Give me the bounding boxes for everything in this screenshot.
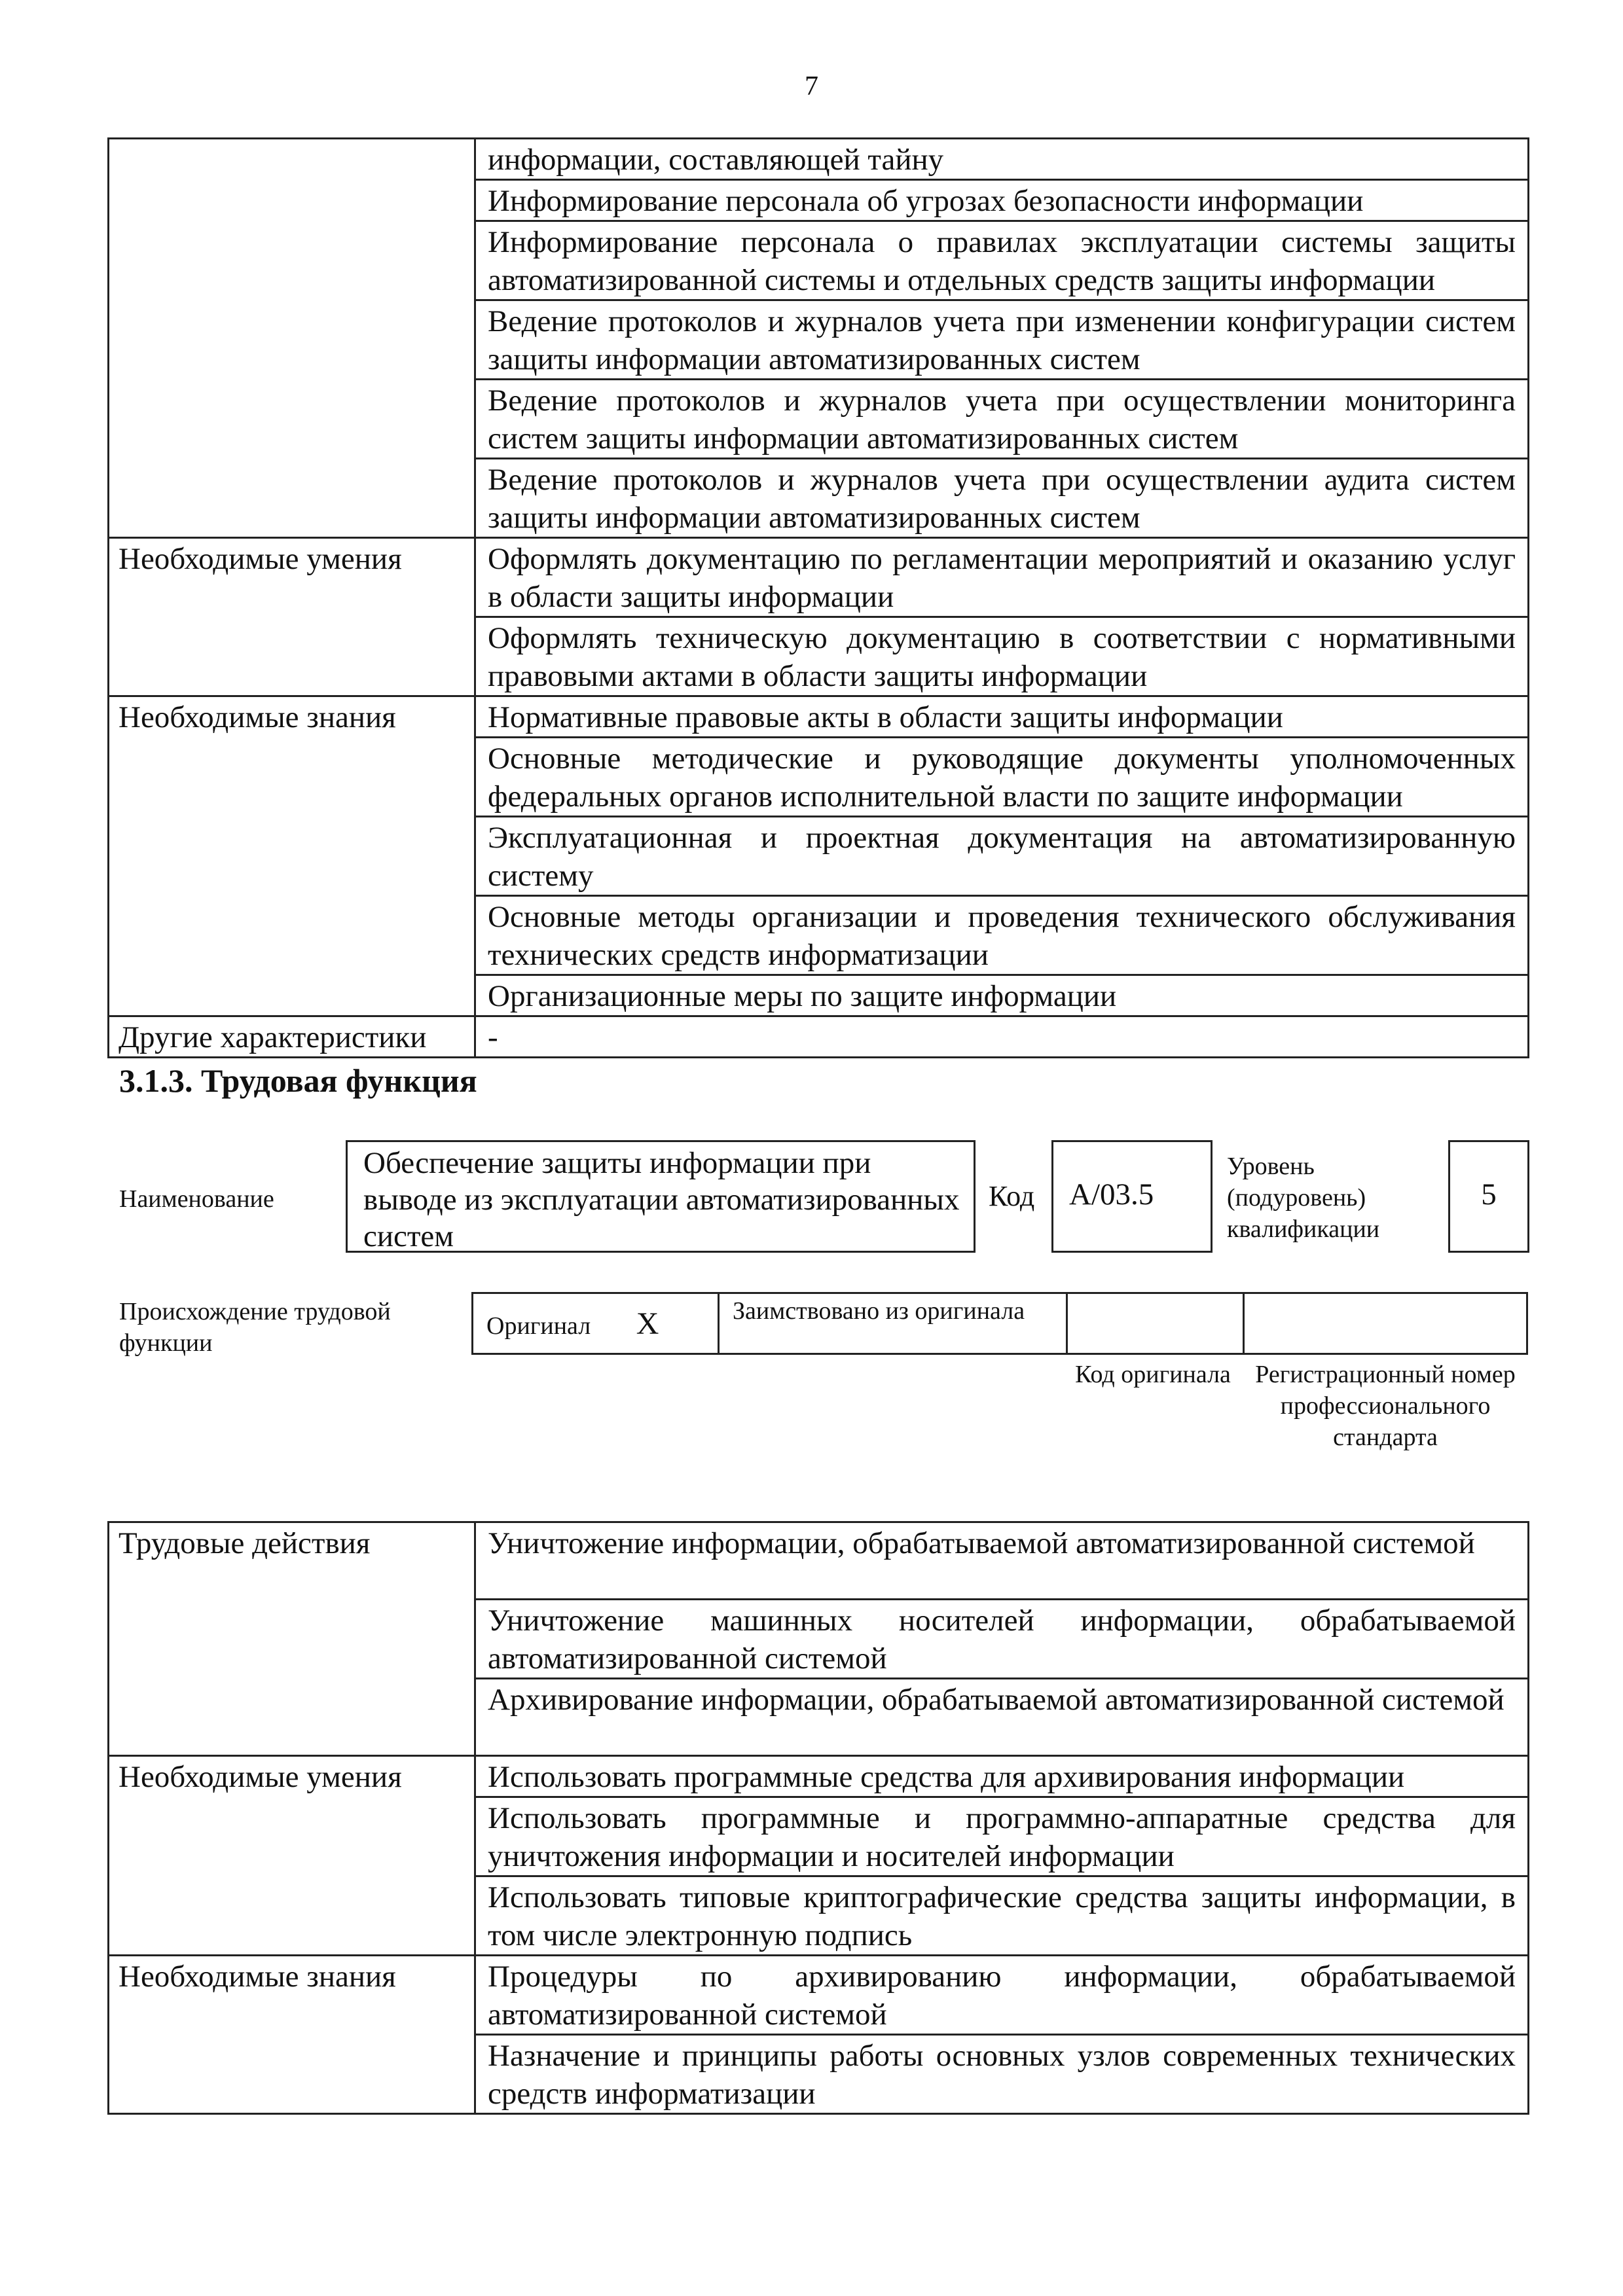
table-row — [109, 1016, 1529, 1058]
table-cell: Уничтожение информации, обрабатываемой автоматизированной системой — [475, 1522, 1529, 1600]
table-row — [109, 1756, 1529, 1797]
origin-original: Оригинал — [486, 1312, 591, 1340]
table-cell: Информирование персонала о правилах эксплуатации системы защиты автоматизированной системы и отдельных средств защиты информации — [475, 221, 1529, 300]
name-value: Обеспечение защиты информации при выводе из эксплуатации автоматизированных систем — [363, 1146, 960, 1253]
table-cell: Основные методические и руководящие документы уполномоченных федеральных органов исполнительной власти по защите информации — [475, 738, 1529, 817]
actions-label: Трудовые действия — [109, 1522, 475, 1756]
table-row — [109, 538, 1529, 617]
code-value: A/03.5 — [1069, 1177, 1154, 1211]
origin-mark: X — [636, 1306, 659, 1341]
level-label: Уровень (подуровень) квалификации — [1227, 1153, 1380, 1243]
skills-label: Необходимые умения — [109, 1756, 475, 1956]
table-cell: Назначение и принципы работы основных узлов современных технических средств информатизации — [475, 2035, 1529, 2114]
table-cell: Ведение протоколов и журналов учета при осуществлении мониторинга систем защиты информации автоматизированных систем — [475, 380, 1529, 459]
table-cell: Архивирование информации, обрабатываемой автоматизированной системой — [475, 1679, 1529, 1756]
table-cell: Нормативные правовые акты в области защиты информации — [475, 696, 1529, 738]
table-cell: Ведение протоколов и журналов учета при изменении конфигурации систем защиты информации автоматизированных систем — [475, 300, 1529, 380]
skills-label: Необходимые умения — [109, 538, 475, 696]
other-label: Другие характеристики — [109, 1016, 475, 1058]
level-value: 5 — [1481, 1177, 1497, 1211]
table-cell: Организационные меры по защите информации — [475, 975, 1529, 1016]
table-cell: Использовать программные средства для архивирования информации — [475, 1756, 1529, 1797]
table-row — [109, 696, 1529, 738]
table-cell: Уничтожение машинных носителей информации, обрабатываемой автоматизированной системой — [475, 1600, 1529, 1679]
knowledge-label: Необходимые знания — [109, 696, 475, 1016]
table-row — [109, 1956, 1529, 2035]
origin-borrowed: Заимствовано из оригинала — [719, 1293, 1067, 1354]
origin-code-cell — [1067, 1293, 1244, 1354]
table-cell: Использовать программные и программно-аппаратные средства для уничтожения информации и носителей информации — [475, 1797, 1529, 1876]
table-cell: информации, составляющей тайну — [475, 139, 1529, 180]
table-cell: Оформлять документацию по регламентации мероприятий и оказанию услуг в области защиты информации — [475, 538, 1529, 617]
table-cell: Оформлять техническую документацию в соответствии с нормативными правовыми актами в области защиты информации — [475, 617, 1529, 696]
table-cell: Ведение протоколов и журналов учета при осуществлении аудита систем защиты информации автоматизированных систем — [475, 459, 1529, 538]
origin-table — [471, 1292, 1528, 1355]
table-cell: Основные методы организации и проведения технического обслуживания технических средств информатизации — [475, 896, 1529, 975]
caption-code: Код оригинала — [1075, 1361, 1231, 1388]
table-cell: Процедуры по архивированию информации, обрабатываемой автоматизированной системой — [475, 1956, 1529, 2035]
table-cell: Информирование персонала об угрозах безопасности информации — [475, 180, 1529, 221]
origin-reg-cell — [1244, 1293, 1527, 1354]
origin-original-cell — [473, 1293, 719, 1354]
table-cell: Эксплуатационная и проектная документация на автоматизированную систему — [475, 817, 1529, 896]
table-row — [109, 1522, 1529, 1600]
table-cell: Использовать типовые криптографические средства защиты информации, в том числе электронную подпись — [475, 1876, 1529, 1956]
section-heading: 3.1.3. Трудовая функция — [119, 1062, 477, 1099]
competency-table-continued — [107, 137, 1529, 1058]
labor-function-table — [107, 1521, 1529, 2115]
level-box — [1448, 1140, 1529, 1253]
knowledge-label: Необходимые знания — [109, 1956, 475, 2114]
table-cell-empty — [109, 139, 475, 538]
origin-label: Происхождение трудовой функции — [119, 1298, 391, 1357]
page-number: 7 — [805, 71, 818, 101]
table-row — [109, 139, 1529, 180]
table-cell: - — [475, 1016, 1529, 1058]
name-label: Наименование — [119, 1185, 274, 1213]
caption-reg: Регистрационный номер профессионального стандарта — [1255, 1361, 1516, 1451]
code-label: Код — [989, 1180, 1035, 1212]
code-box — [1051, 1140, 1213, 1253]
name-box — [346, 1140, 976, 1253]
